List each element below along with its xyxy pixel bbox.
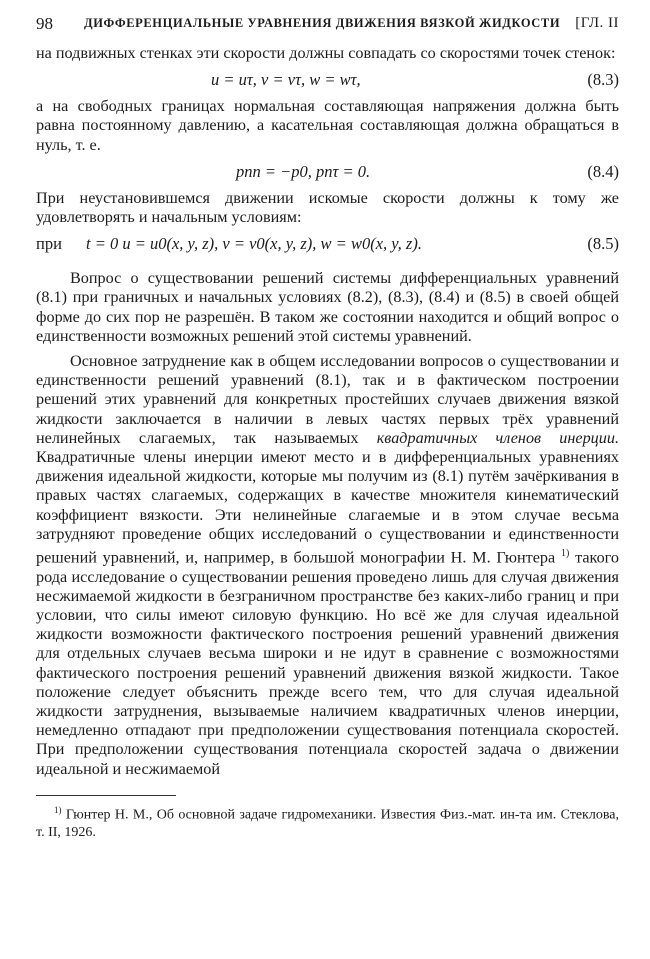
paragraph-5-part-b: Квадратичные члены инерции имеют место и в дифференциальных уравнениях движения идеальной жидкости, которые мы получим из (8.1) путём зачёркивания в правых частях слагаемых, содержащих в качестве множителя кинематический коэффициент вязкости. Эти нелинейные слагаемые и в этом случае весьма затрудняют проведение общих исследований о существовании и единственности решений уравнений, и, например, в большой монографии Н. М. Гюнтера [36, 448, 619, 567]
paragraph-3: При неустановившемся движении искомые скорости должны к тому же удовлетворять и начальным условиям: [36, 188, 619, 227]
emphasis-quadratic-terms: квадратичных членов инерции. [376, 428, 619, 447]
paragraph-5 [36, 352, 619, 779]
equation-8-4 [36, 155, 619, 189]
chapter-label: [ГЛ. II [575, 15, 619, 31]
footnote-reference: 1) [560, 548, 570, 560]
equation-8-5-number: (8.5) [587, 234, 619, 254]
footnote-text: Гюнтер Н. М., Об основной задаче гидромеханики. Известия Физ.-мат. ин-та им. Стеклова, т. II, 1926. [36, 807, 619, 840]
footnote [36, 802, 619, 841]
equation-8-4-formula: pnn = −p0, pnτ = 0. [236, 161, 371, 181]
footnote-mark: 1) [54, 804, 62, 815]
paragraph-4: Вопрос о существовании решений системы дифференциальных уравнений (8.1) при граничных и начальных условиях (8.2), (8.3), (8.4) и (8.5) в своей общей форме до сих пор не разрешён. В таком же состоянии находится и общий вопрос о единственности возможных решений этой системы уравнений. [36, 269, 619, 345]
running-title: ДИФФЕРЕНЦИАЛЬНЫЕ УРАВНЕНИЯ ДВИЖЕНИЯ ВЯЗКОЙ ЖИДКОСТИ [84, 16, 561, 30]
book-page [36, 14, 619, 841]
running-header [36, 14, 619, 44]
paragraph-2: а на свободных границах нормальная составляющая напряжения должна быть равна постоянному давлению, а касательная составляющая должна обращаться в нуль, т. е. [36, 97, 619, 154]
footnote-separator [36, 795, 176, 796]
equation-8-5 [36, 227, 619, 269]
equation-8-4-number: (8.4) [587, 161, 619, 181]
page-number: 98 [36, 14, 53, 33]
equation-8-3-formula: u = uτ, v = vτ, w = wτ, [211, 70, 361, 90]
equation-8-5-formula: t = 0 u = u0(x, y, z), v = v0(x, y, z), w = w0(x, y, z). [86, 234, 422, 254]
equation-8-3 [36, 63, 619, 97]
equation-8-5-lead: при [36, 234, 62, 254]
paragraph-5-part-c: такого рода исследование о существовании решения проведено лишь для случая движения несжимаемой жидкости в безграничном пространстве без каких-либо границ и при условии, что силы имеют силовую функцию. Но всё же для случая идеальной жидкости возможности фактического построения решений уравнений движения для отдельных случаев весьма широки и не идут в сравнение с возможностями фактического построения решений уравнений движения вязкой жидкости. Такое положение следует объяснить прежде всего тем, что для случая идеальной жидкости затруднения, вызываемые наличием квадратичных членов инерции, немедленно отпадают при предположении существования потенциала скоростей. При предположении существования потенциала скоростей задача о движении идеальной и несжимаемой [36, 548, 619, 778]
paragraph-5-part-a: Основное затруднение как в общем исследовании вопросов о существовании и единственности решений уравнений (8.1), так и в фактическом построении решений этих уравнений для конкретных простейших случаев движения вязкой жидкости заключается в наличии в левых частях первых трёх уравнений нелинейных слагаемых, так называемых [36, 352, 619, 447]
equation-8-3-number: (8.3) [587, 70, 619, 90]
paragraph-1: на подвижных стенках эти скорости должны совпадать со скоростями точек стенок: [36, 44, 616, 62]
